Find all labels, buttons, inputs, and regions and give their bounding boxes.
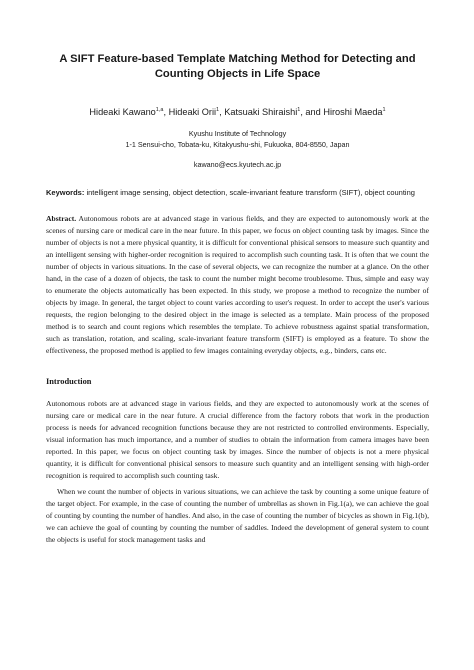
abstract-label: Abstract.: [46, 213, 77, 223]
intro-paragraph-1: Autonomous robots are at advanced stage in various fields, and they are expected to autonomously work at the scenes of nursing care or medical care in the near future. A crucial difference from the factory robots that work in the production process is needs for advanced recognition functions because they are not restricted to controlled environments. Especially, visual information has much importance, and a number of studies to obtain the information from camera images have been reported. In this paper, we focus on object counting task by images. Since the number of objects is not a mere physical quantity, it is difficult for conventional phisical sensors to measure such quantity and an intelligent sensing with high-order recognition is required to accomplish such counting task.: [46, 398, 429, 480]
author-affiliation-mark: 1: [216, 107, 220, 113]
keywords-label: Keywords:: [46, 188, 85, 197]
keywords-text: intelligent image sensing, object detection, scale-invariant feature transform (SIFT), object counting: [86, 188, 415, 197]
affiliation-institution: Kyushu Institute of Technology: [188, 129, 287, 138]
paper-title: [46, 52, 429, 82]
author-separator: ,: [219, 107, 225, 117]
intro-paragraph-2: When we count the number of objects in various situations, we can achieve the task by counting a some unique feature of the target object. For example, in the case of counting the number of umbrellas as shown in Fig.1(a), we can achieve the goal of counting by counting the number of handles. And also, in the case of counting the number of bicycles as shown in Fig.1(b), we can achieve the goal of counting by counting the number of saddles. Indeed the development of general system to count the objects is useful for stock management tasks and: [46, 486, 429, 544]
author-separator: , and: [300, 107, 324, 117]
author-name: Hideaki Orii: [168, 107, 217, 117]
abstract-text: Autonomous robots are at advanced stage in various fields, and they are expected to autonomously work at the scenes of nursing care or medical care in the near future. In this paper, we focus on object counting task by images. Since the number of objects is not a mere physical quantity, it is difficult for conventional phisical sensors to measure such quantity and an intelligent sensing with higher-order recognition is required to accomplish such counting task. It is often that we count the number of objects in various situations. In the case of several objects, we can recognize the number at a glance. On the other hand, in the case of a dozen of objects, the task to count the number might become troublesome. Thus, simple and easy way to enumerate the objects automatically has been expected. In this study, we propose a method to recognize the number of objects by image. In general, the target object to count varies according to user's request. In order to accept the user's various requests, the region belonging to the desired object in the image is selected as a template. Main process of the proposed method is to search and count regions which resembles the template. To achieve robustness against spatial transformation, such as translation, rotation, and scaling, scale-invariant feature transform (SIFT) is employed as a feature. To show the effectiveness, the proposed method is applied to few images containing everyday objects, e.g., binders, cans etc.: [46, 213, 429, 355]
section-heading-introduction: Introduction: [46, 376, 92, 386]
affiliation: [46, 128, 429, 150]
contact-email[interactable]: kawano@ecs.kyutech.ac.jp: [193, 160, 282, 169]
author-name: Katsuaki Shiraishi: [224, 107, 298, 117]
title-line-2: Counting Objects in Life Space: [154, 68, 321, 80]
author-affiliation-mark: 1: [382, 107, 386, 113]
author-list: [46, 104, 429, 118]
affiliation-address: 1-1 Sensui-cho, Tobata-ku, Kitakyushu-shi, Fukuoka, 804-8550, Japan: [125, 140, 350, 149]
keywords-block: [46, 187, 429, 199]
author-affiliation-mark: 1: [297, 107, 301, 113]
title-line-1: A SIFT Feature-based Template Matching Method for Detecting and: [59, 53, 416, 65]
author-affiliation-mark: 1,a: [155, 107, 164, 113]
author-name: Hideaki Kawano: [89, 107, 156, 117]
author-name: Hiroshi Maeda: [323, 107, 383, 117]
abstract-block: [46, 213, 429, 357]
author-separator: ,: [163, 107, 169, 117]
